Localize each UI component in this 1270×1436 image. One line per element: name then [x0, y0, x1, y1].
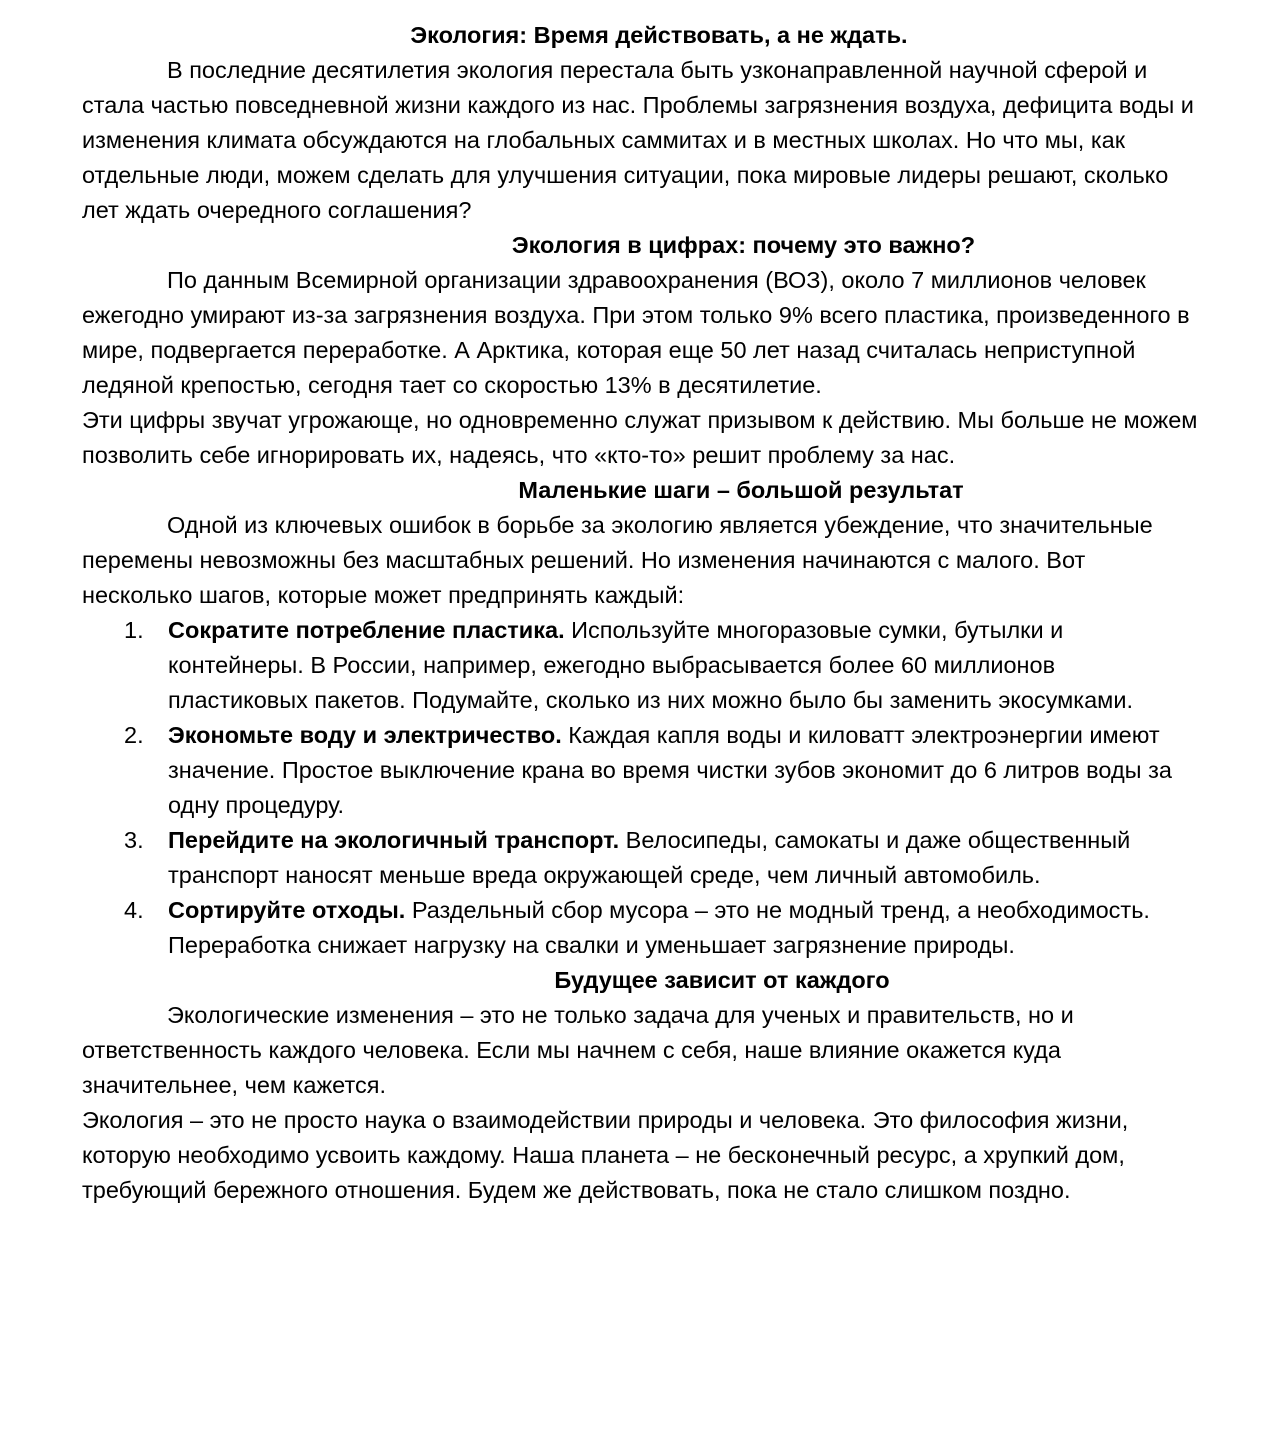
list-item-text: Раздельный сбор мусора – это не модный тренд, а необходимость. Переработка снижает нагрузку на свалки и уменьшает загрязнение природы. [168, 897, 1150, 958]
section-heading-future: Будущее зависит от каждого [554, 967, 890, 993]
list-item [82, 718, 1200, 823]
list-item-text: Каждая капля воды и киловатт электроэнергии имеют значение. Простое выключение крана во время чистки зубов экономит до 6 литров воды за одну процедуру. [168, 722, 1172, 818]
figures-paragraph-1: По данным Всемирной организации здравоохранения (ВОЗ), около 7 миллионов человек ежегодно умирают из-за загрязнения воздуха. При этом только 9% всего пластика, произведенного в мире, подвергается переработке. А Арктика, которая еще 50 лет назад считалась неприступной ледяной крепостью, сегодня тает со скоростью 13% в десятилетие. [82, 267, 1190, 398]
list-item [82, 613, 1200, 718]
steps-list [82, 613, 1200, 963]
list-item-number: 2. [124, 722, 144, 748]
list-item-number: 3. [124, 827, 144, 853]
list-item-text: Велосипеды, самокаты и даже общественный транспорт наносят меньше вреда окружающей среде, чем личный автомобиль. [168, 827, 1131, 888]
list-item-bold-lead: Перейдите на экологичный транспорт. [168, 827, 620, 853]
section-heading-steps: Маленькие шаги – большой результат [518, 477, 964, 503]
section-heading-figures: Экология в цифрах: почему это важно? [511, 232, 976, 258]
figures-paragraph-2: Эти цифры звучат угрожающе, но одновременно служат призывом к действию. Мы больше не можем позволить себе игнорировать их, надеясь, что «кто-то» решит проблему за нас. [82, 407, 1198, 468]
document-title: Экология: Время действовать, а не ждать. [410, 22, 908, 48]
list-item-number: 1. [124, 617, 144, 643]
list-item-bold-lead: Экономьте воду и электричество. [168, 722, 562, 748]
steps-paragraph: Одной из ключевых ошибок в борьбе за экологию является убеждение, что значительные перемены невозможны без масштабных решений. Но изменения начинаются с малого. Вот несколько шагов, которые может предпринять каждый: [82, 512, 1153, 608]
list-item-text: Используйте многоразовые сумки, бутылки и контейнеры. В России, например, ежегодно выбрасывается более 60 миллионов пластиковых пакетов. Подумайте, сколько из них можно было бы заменить экосумками. [168, 617, 1133, 713]
list-item-bold-lead: Сократите потребление пластика. [168, 617, 565, 643]
list-item [82, 823, 1200, 893]
document-page [82, 18, 1200, 1208]
future-paragraph-1: Экологические изменения – это не только задача для ученых и правительств, но и ответственность каждого человека. Если мы начнем с себя, наше влияние окажется куда значительнее, чем кажется. [82, 1002, 1074, 1098]
intro-paragraph: В последние десятилетия экология перестала быть узконаправленной научной сферой и стала частью повседневной жизни каждого из нас. Проблемы загрязнения воздуха, дефицита воды и изменения климата обсуждаются на глобальных саммитах и в местных школах. Но что мы, как отдельные люди, можем сделать для улучшения ситуации, пока мировые лидеры решают, сколько лет ждать очередного соглашения? [82, 57, 1194, 223]
future-paragraph-2: Экология – это не просто наука о взаимодействии природы и человека. Это философия жизни, которую необходимо усвоить каждому. Наша планета – не бесконечный ресурс, а хрупкий дом, требующий бережного отношения. Будем же действовать, пока не стало слишком поздно. [82, 1107, 1129, 1203]
list-item-number: 4. [124, 897, 144, 923]
list-item [82, 893, 1200, 963]
list-item-bold-lead: Сортируйте отходы. [168, 897, 406, 923]
